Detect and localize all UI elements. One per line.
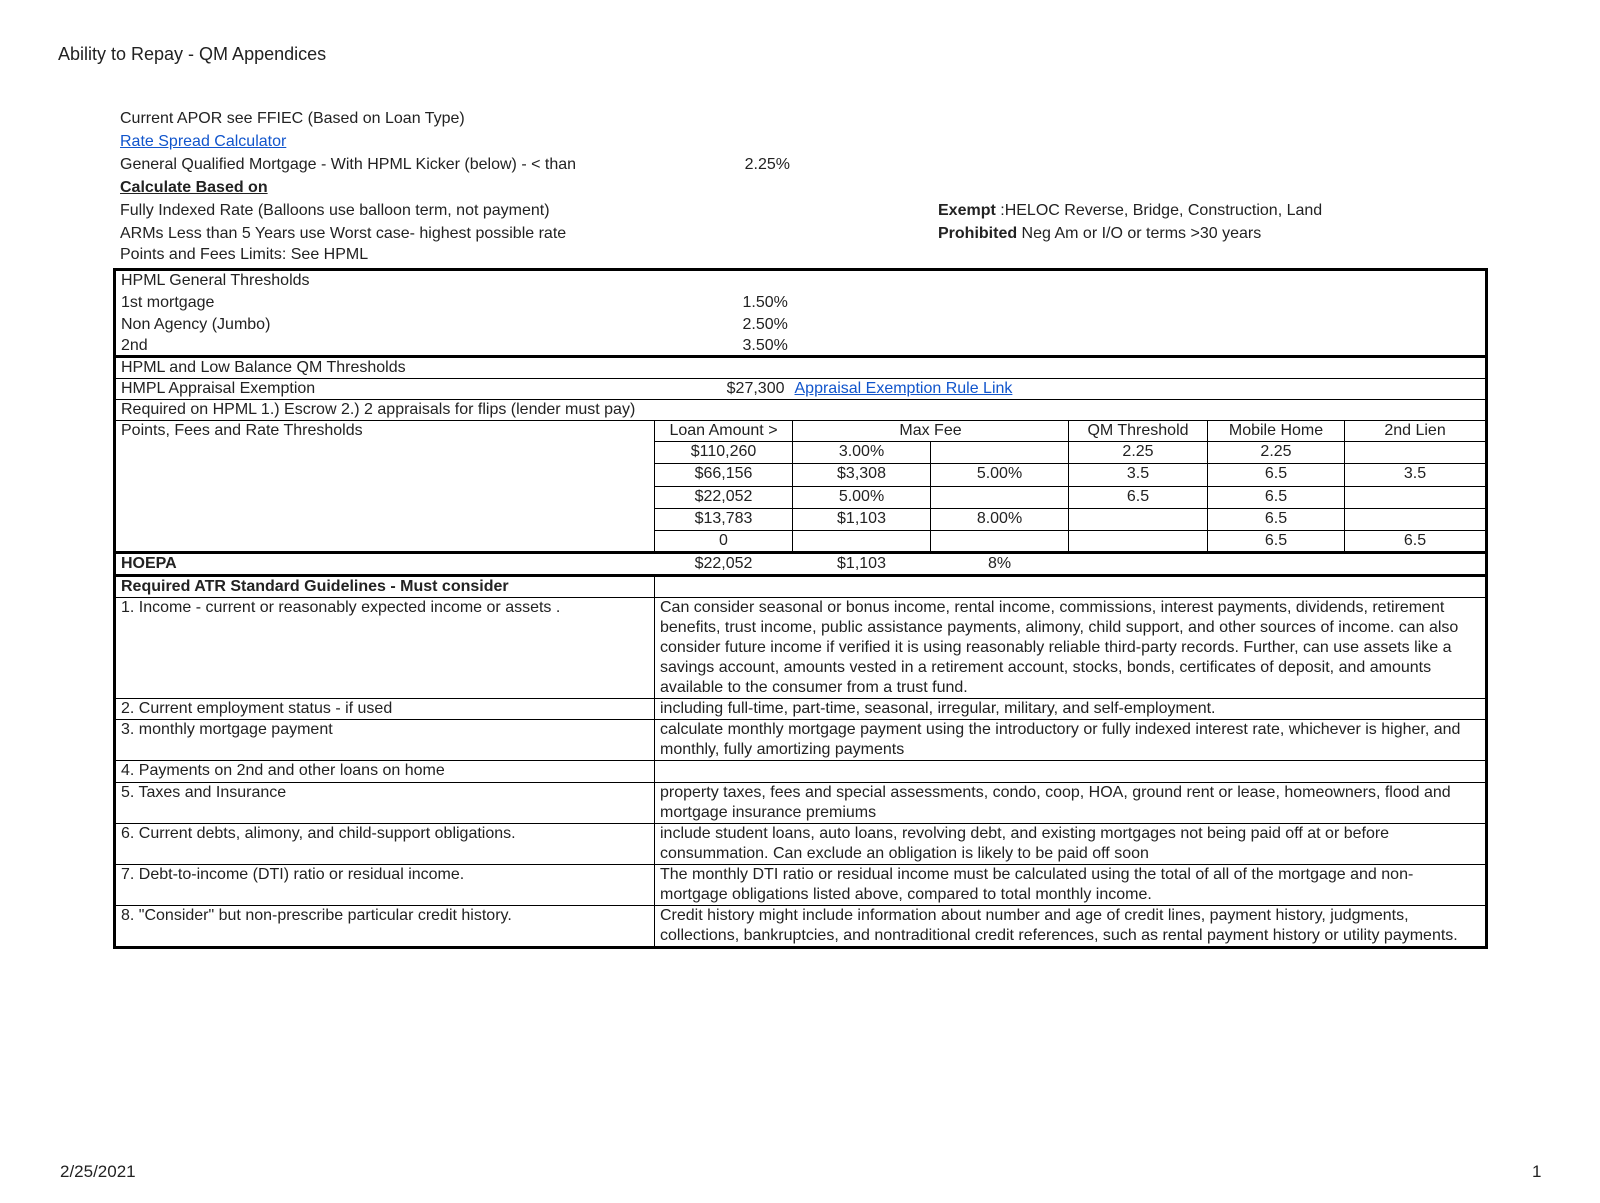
atr-desc: calculate monthly mortgage payment using the introductory or fully indexed interest rate, whichever is higher, and monthly, fully amortizing payments — [655, 720, 1487, 761]
fee2-cell — [931, 531, 1069, 553]
appraisal-label: HMPL Appraisal Exemption — [115, 379, 655, 400]
atr-label: 8. "Consider" but non-prescribe particular credit history. — [115, 906, 655, 948]
hpml-row — [115, 293, 1487, 315]
page-title: Ability to Repay - QM Appendices — [58, 44, 327, 64]
lien-cell — [1345, 487, 1487, 509]
arms-note: ARMs Less than 5 Years use Worst case- highest possible rate — [120, 225, 567, 242]
points-fees-label: Points, Fees and Rate Thresholds — [115, 421, 655, 553]
atr-row — [115, 761, 1487, 783]
prohibited-label: Prohibited — [938, 225, 1018, 242]
fee1-cell: 3.00% — [793, 442, 931, 464]
hpml-row-value: 3.50% — [742, 337, 788, 354]
hpml-heading-row — [115, 270, 1487, 294]
fee1-cell: $3,308 — [793, 464, 931, 487]
atr-label: 6. Current debts, alimony, and child-support obligations. — [115, 824, 655, 865]
atr-row — [115, 865, 1487, 906]
page-number: 1 — [1532, 1162, 1542, 1181]
atr-desc — [655, 761, 1487, 783]
lien-cell: 6.5 — [1345, 531, 1487, 553]
lien-cell — [1345, 509, 1487, 531]
loan-cell: $13,783 — [655, 509, 793, 531]
atr-desc: Can consider seasonal or bonus income, rental income, commissions, interest payments, dividends, retirement benefits, trust income, public assistance payments, alimony, child support, and other sources of income. can also consider future income if verified it is using reasonably reliable third-party records. Further, can use assets like a savings account, amounts vested in a retirement account, stocks, bonds, certificates of deposit, and amounts available to the consumer from a trust fund. — [655, 598, 1487, 699]
prohibited-text: Neg Am or I/O or terms >30 years — [1017, 225, 1262, 242]
rate-spread-link[interactable]: Rate Spread Calculator — [120, 133, 287, 150]
appraisal-exemption-link[interactable]: Appraisal Exemption Rule Link — [794, 380, 1013, 397]
exempt-text: :HELOC Reverse, Bridge, Construction, Land — [995, 202, 1323, 219]
atr-heading-row — [115, 576, 1487, 598]
atr-desc: The monthly DTI ratio or residual income must be calculated using the total of all of the mortgage and non-mortgage obligations listed above, compared to total monthly income. — [655, 865, 1487, 906]
atr-row — [115, 598, 1487, 699]
atr-label: 4. Payments on 2nd and other loans on home — [115, 761, 655, 783]
hpml-row-label: Non Agency (Jumbo) — [115, 315, 793, 337]
loan-cell: $22,052 — [655, 487, 793, 509]
low-balance-heading: HPML and Low Balance QM Thresholds — [115, 357, 1487, 379]
hoepa-label: HOEPA — [115, 553, 655, 576]
appraisal-value: $27,300 — [655, 379, 793, 400]
fee2-cell — [931, 487, 1069, 509]
qm-cell — [1069, 531, 1208, 553]
required-hpml-text: Required on HPML 1.) Escrow 2.) 2 appraisals for flips (lender must pay) — [115, 400, 1487, 421]
atr-desc: Credit history might include information about number and age of credit lines, payment history, judgments, collections, bankruptcies, and nontraditional credit references, such as rental payment history or utility payments. — [655, 906, 1487, 948]
fully-indexed-note: Fully Indexed Rate (Balloons use balloon term, not payment) — [120, 202, 550, 219]
atr-row — [115, 824, 1487, 865]
hoepa-fee2: 8% — [931, 553, 1069, 576]
hpml-row-value: 1.50% — [742, 294, 788, 311]
points-header-row — [115, 421, 1487, 442]
col-2nd-lien: 2nd Lien — [1345, 421, 1487, 442]
atr-row — [115, 906, 1487, 948]
qm-cell: 2.25 — [1069, 442, 1208, 464]
points-fees-note: Points and Fees Limits: See HPML — [120, 246, 369, 263]
low-balance-row — [115, 357, 1487, 379]
hpml-row — [115, 315, 1487, 337]
lien-cell — [1345, 442, 1487, 464]
hoepa-row — [115, 553, 1487, 576]
hpml-row-label: 1st mortgage — [115, 293, 793, 315]
calc-heading: Calculate Based on — [120, 179, 268, 196]
mobile-cell: 2.25 — [1208, 442, 1345, 464]
fee2-cell: 8.00% — [931, 509, 1069, 531]
loan-cell: $110,260 — [655, 442, 793, 464]
col-qm-threshold: QM Threshold — [1069, 421, 1208, 442]
required-hpml-row — [115, 400, 1487, 421]
atr-row — [115, 783, 1487, 824]
loan-cell: 0 — [655, 531, 793, 553]
hpml-row — [115, 337, 1487, 357]
atr-label: 5. Taxes and Insurance — [115, 783, 655, 824]
col-max-fee: Max Fee — [793, 421, 1069, 442]
col-loan-amount: Loan Amount > — [655, 421, 793, 442]
thresholds-table — [113, 268, 1488, 949]
mobile-cell: 6.5 — [1208, 531, 1345, 553]
fee2-cell — [931, 442, 1069, 464]
prohibited-note — [938, 224, 1261, 244]
atr-row — [115, 720, 1487, 761]
atr-row — [115, 699, 1487, 720]
hoepa-fee1: $1,103 — [793, 553, 931, 576]
hpml-row-value: 2.50% — [742, 316, 788, 333]
mobile-cell: 6.5 — [1208, 509, 1345, 531]
hpml-row-label: 2nd — [115, 337, 793, 357]
fee1-cell — [793, 531, 931, 553]
qm-cell: 6.5 — [1069, 487, 1208, 509]
atr-label: 1. Income - current or reasonably expected income or assets . — [115, 598, 655, 699]
atr-label: 3. monthly mortgage payment — [115, 720, 655, 761]
loan-cell: $66,156 — [655, 464, 793, 487]
fee1-cell: $1,103 — [793, 509, 931, 531]
appraisal-row — [115, 379, 1487, 400]
lien-cell: 3.5 — [1345, 464, 1487, 487]
col-mobile-home: Mobile Home — [1208, 421, 1345, 442]
qm-cell: 3.5 — [1069, 464, 1208, 487]
apor-note: Current APOR see FFIEC (Based on Loan Type) — [120, 110, 465, 127]
mobile-cell: 6.5 — [1208, 487, 1345, 509]
fee1-cell: 5.00% — [793, 487, 931, 509]
atr-label: 2. Current employment status - if used — [115, 699, 655, 720]
atr-desc: include student loans, auto loans, revolving debt, and existing mortgages not being paid off at or before consummation. Can exclude an obligation is likely to be paid off soon — [655, 824, 1487, 865]
hoepa-loan: $22,052 — [655, 553, 793, 576]
mobile-cell: 6.5 — [1208, 464, 1345, 487]
atr-desc: property taxes, fees and special assessments, condo, coop, HOA, ground rent or lease, homeowners, flood and mortgage insurance premiums — [655, 783, 1487, 824]
footer-date: 2/25/2021 — [60, 1162, 136, 1181]
gqm-value: 2.25% — [744, 156, 790, 173]
qm-cell — [1069, 509, 1208, 531]
fee2-cell: 5.00% — [931, 464, 1069, 487]
atr-label: 7. Debt-to-income (DTI) ratio or residual income. — [115, 865, 655, 906]
atr-desc: including full-time, part-time, seasonal, irregular, military, and self-employment. — [655, 699, 1487, 720]
exempt-note — [938, 201, 1322, 221]
atr-heading: Required ATR Standard Guidelines - Must consider — [115, 576, 655, 598]
hpml-heading: HPML General Thresholds — [115, 270, 1487, 294]
gqm-label: General Qualified Mortgage - With HPML Kicker (below) - < than — [120, 156, 577, 173]
exempt-label: Exempt — [938, 202, 996, 219]
